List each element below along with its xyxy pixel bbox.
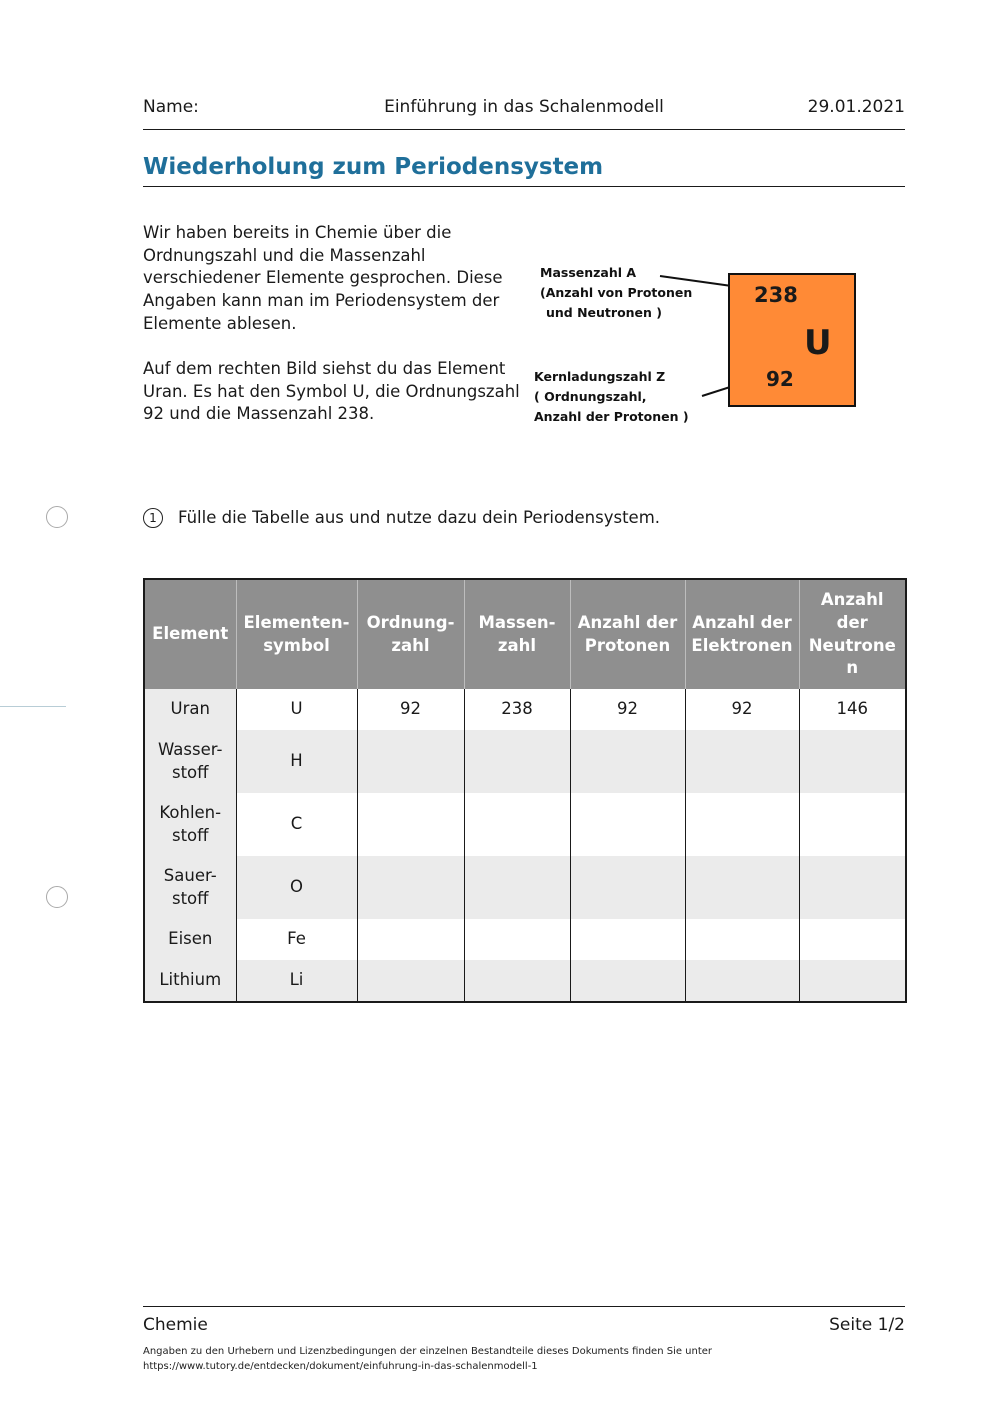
mass-number-label: Massenzahl A (Anzahl von Protonen und Neutronen ): [540, 265, 693, 320]
header-neutrons: Anzahl der Neutronen: [799, 579, 906, 689]
cell-neutrons[interactable]: 146: [799, 689, 906, 730]
cell-neutrons[interactable]: [799, 960, 906, 1002]
cell-neutrons[interactable]: [799, 730, 906, 793]
cell-element: Wasser-stoff: [144, 730, 236, 793]
cell-mass-number[interactable]: [464, 919, 570, 960]
cell-atomic-number[interactable]: [357, 919, 464, 960]
license-note-text: Angaben zu den Urhebern und Lizenzbedingungen der einzelnen Bestandteile dieses Dokuments finden Sie unter: [143, 1346, 713, 1357]
cell-neutrons[interactable]: [799, 856, 906, 919]
cell-electrons[interactable]: [685, 856, 799, 919]
table-row: [144, 793, 906, 856]
intro-paragraph-1: Wir haben bereits in Chemie über die Ordnungszahl und die Massenzahl verschiedener Elemente gesprochen. Diese Angaben kann man im Periodensystem der Elemente ablesen.: [143, 223, 503, 333]
tile-atomic-number: 92: [766, 367, 794, 391]
cell-neutrons[interactable]: [799, 793, 906, 856]
name-label: Name:: [143, 97, 199, 117]
document-title: Einführung in das Schalenmodell: [384, 97, 664, 117]
cell-atomic-number[interactable]: [357, 730, 464, 793]
header-atomic-number: Ordnung-zahl: [357, 579, 464, 689]
header-divider: [143, 129, 905, 130]
table-row: [144, 856, 906, 919]
cell-mass-number[interactable]: [464, 960, 570, 1002]
cell-protons[interactable]: [570, 730, 685, 793]
task-instruction: Fülle die Tabelle aus und nutze dazu dein Periodensystem.: [178, 508, 661, 527]
license-note: [143, 1344, 843, 1374]
cell-atomic-number[interactable]: [357, 793, 464, 856]
cell-atomic-number[interactable]: [357, 856, 464, 919]
punch-hole-mark: [46, 886, 68, 908]
cell-mass-number[interactable]: [464, 856, 570, 919]
element-figure: [530, 260, 870, 430]
cell-element: Lithium: [144, 960, 236, 1002]
table-row: [144, 960, 906, 1002]
task-number-badge: 1: [143, 508, 163, 528]
date: 29.01.2021: [807, 97, 905, 117]
cell-mass-number[interactable]: 238: [464, 689, 570, 730]
atomic-number-label: Kernladungszahl Z ( Ordnungszahl, Anzahl der Protonen ): [534, 369, 689, 424]
tile-mass-number: 238: [754, 283, 798, 307]
cell-element: Eisen: [144, 919, 236, 960]
cell-element: Sauer-stoff: [144, 856, 236, 919]
section-title: Wiederholung zum Periodensystem: [143, 154, 604, 180]
footer-subject: Chemie: [143, 1315, 208, 1335]
table-row: [144, 689, 906, 730]
cell-symbol: Fe: [236, 919, 357, 960]
intro-paragraph-2: Auf dem rechten Bild siehst du das Element Uran. Es hat den Symbol U, die Ordnungszahl 92 und die Massenzahl 238.: [143, 359, 520, 424]
punch-hole-mark: [46, 506, 68, 528]
cell-electrons[interactable]: [685, 730, 799, 793]
cell-symbol: H: [236, 730, 357, 793]
cell-protons[interactable]: 92: [570, 689, 685, 730]
table-row: [144, 730, 906, 793]
cell-electrons[interactable]: 92: [685, 689, 799, 730]
cell-protons[interactable]: [570, 919, 685, 960]
footer-page-number: Seite 1/2: [829, 1315, 905, 1335]
footer-divider: [143, 1306, 905, 1307]
header-protons: Anzahl der Protonen: [570, 579, 685, 689]
cell-symbol: C: [236, 793, 357, 856]
cell-electrons[interactable]: [685, 960, 799, 1002]
cell-atomic-number[interactable]: 92: [357, 689, 464, 730]
table-row: [144, 919, 906, 960]
cell-mass-number[interactable]: [464, 730, 570, 793]
cell-element: Kohlen-stoff: [144, 793, 236, 856]
cell-atomic-number[interactable]: [357, 960, 464, 1002]
tile-symbol: U: [804, 323, 832, 363]
cell-element: Uran: [144, 689, 236, 730]
table-header-row: [144, 579, 906, 689]
header-mass-number: Massen-zahl: [464, 579, 570, 689]
cell-neutrons[interactable]: [799, 919, 906, 960]
cell-symbol: U: [236, 689, 357, 730]
title-divider: [143, 186, 905, 187]
cell-symbol: O: [236, 856, 357, 919]
element-table: [143, 578, 907, 1003]
license-note-link[interactable]: https://www.tutory.de/entdecken/dokument/einfuhrung-in-das-schalenmodell-1: [143, 1361, 538, 1372]
header-electrons: Anzahl der Elektronen: [685, 579, 799, 689]
header-symbol: Elementen-symbol: [236, 579, 357, 689]
cell-electrons[interactable]: [685, 919, 799, 960]
header-element: Element: [144, 579, 236, 689]
cell-protons[interactable]: [570, 793, 685, 856]
uranium-element-tile: [728, 273, 856, 407]
cell-symbol: Li: [236, 960, 357, 1002]
cell-protons[interactable]: [570, 856, 685, 919]
cell-electrons[interactable]: [685, 793, 799, 856]
cell-protons[interactable]: [570, 960, 685, 1002]
fold-mark: [0, 706, 66, 707]
cell-mass-number[interactable]: [464, 793, 570, 856]
